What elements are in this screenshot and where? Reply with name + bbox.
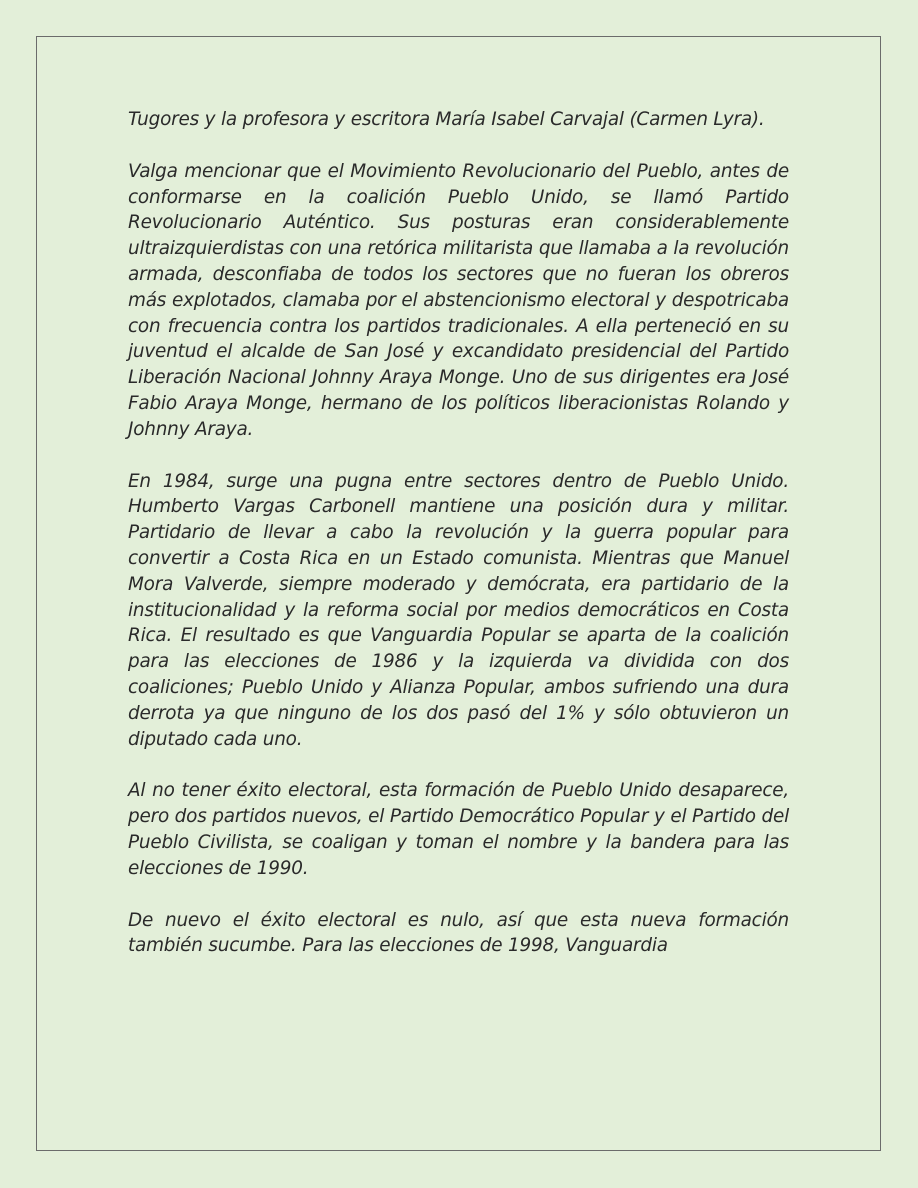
paragraph-4: Al no tener éxito electoral, esta formación de Pueblo Unido desaparece, pero dos partidos nuevos, el Partido Democrático Popular y el Partido del Pueblo Civilista, se coaligan y toman el nombre y la bandera para las elecciones de 1990. [128,780,789,879]
paragraph-2: Valga mencionar que el Movimiento Revolucionario del Pueblo, antes de conformarse en la coalición Pueblo Unido, se llamó Partido Revolucionario Auténtico. Sus posturas eran considerablemente ultraizquierdistas con una retórica militarista que llamaba a la revolución armada, desconfiaba de todos los sectores que no fueran los obreros más explotados, clamaba por el abstencionismo electoral y despotricaba con frecuencia contra los partidos tradicionales. A ella perteneció en su juventud el alcalde de San José y excandidato presidencial del Partido Liberación Nacional Johnny Araya Monge. Uno de sus dirigentes era José Fabio Araya Monge, hermano de los políticos liberacionistas Rolando y Johnny Araya. [128,160,789,440]
document-body [128,107,789,959]
paragraph-5: De nuevo el éxito electoral es nulo, así que esta nueva formación también sucumbe. Para las elecciones de 1998, Vanguardia [128,909,789,957]
paragraph-1: Tugores y la profesora y escritora María Isabel Carvajal (Carmen Lyra). [128,109,765,130]
paragraph-3: En 1984, surge una pugna entre sectores dentro de Pueblo Unido. Humberto Vargas Carbonell mantiene una posición dura y militar. Partidario de llevar a cabo la revolución y la guerra popular para convertir a Costa Rica en un Estado comunista. Mientras que Manuel Mora Valverde, siempre moderado y demócrata, era partidario de la institucionalidad y la reforma social por medios democráticos en Costa Rica. El resultado es que Vanguardia Popular se aparta de la coalición para las elecciones de 1986 y la izquierda va dividida con dos coaliciones; Pueblo Unido y Alianza Popular, ambos sufriendo una dura derrota ya que ninguno de los dos pasó del 1% y sólo obtuvieron un diputado cada uno. [128,470,789,750]
